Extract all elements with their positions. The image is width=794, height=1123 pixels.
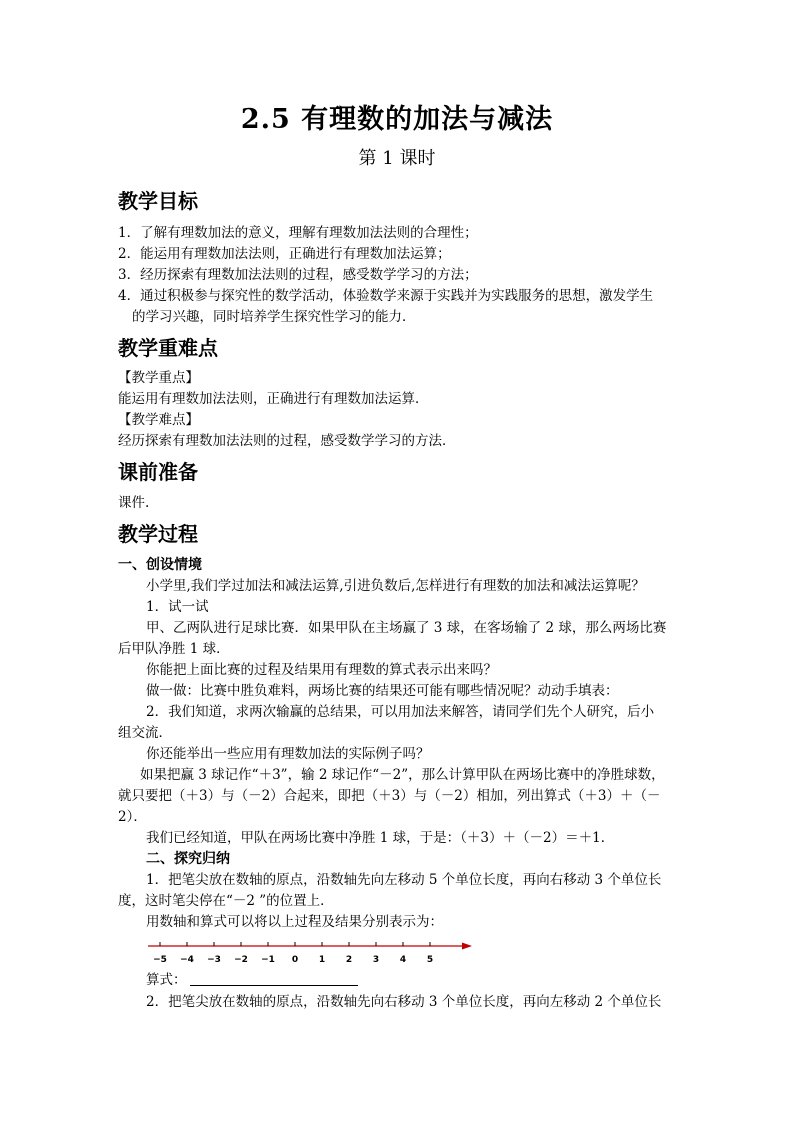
- objectives-heading: 教学目标: [118, 189, 198, 213]
- part1-heading: 一、创设情境: [118, 557, 202, 573]
- number-line-tick-label: −3: [207, 955, 221, 965]
- paragraph-line: 小学里,我们学过加法和减法运算,引进负数后,怎样进行有理数的加法和减法运算呢？: [146, 578, 645, 594]
- number-line-tick-label: 3: [372, 955, 380, 965]
- formula-blank: [190, 985, 358, 986]
- prep-heading: 课前准备: [118, 460, 198, 484]
- page-subtitle: 第 1 课时: [358, 148, 436, 169]
- number-line-arrow-icon: [462, 943, 472, 950]
- number-line-tick-label: −5: [153, 955, 167, 965]
- number-line-tick-label: 4: [399, 955, 407, 965]
- paragraph-line: 1．试一试: [146, 599, 209, 615]
- objective-item: 4．通过积极参与探究性的数学活动，体验数学来源于实践并为实践服务的思想，激发学生: [118, 288, 654, 304]
- paragraph-line: 甲、乙两队进行足球比赛．如果甲队在主场赢了 3 球，在客场输了 2 球，那么两场比赛: [146, 620, 667, 636]
- difficult-text: 经历探索有理数加法法则的过程，感受数学学习的方法．: [118, 433, 456, 449]
- number-line-tick-label: 1: [318, 955, 326, 965]
- paragraph-line: 2）．: [118, 809, 147, 825]
- prep-text: 课件.: [118, 495, 150, 511]
- number-line-tick-label: 2: [345, 955, 353, 965]
- paragraph-line: 做一做：比赛中胜负难料，两场比赛的结果还可能有哪些情况呢？动动手填表：: [146, 683, 619, 699]
- number-line-tick-label: 5: [426, 955, 434, 965]
- paragraph-line: 2．把笔尖放在数轴的原点，沿数轴先向右移动 3 个单位长度，再向左移动 2 个单位长: [146, 994, 662, 1010]
- keypoints-heading: 教学重难点: [118, 336, 218, 360]
- objective-item: 3．经历探索有理数加法法则的过程，感受数学学习的方法；: [118, 267, 478, 283]
- number-line-tick-label: −2: [234, 955, 248, 965]
- paragraph-line: 我们已经知道，甲队在两场比赛中净胜 1 球，于是：（＋3）＋（－2）＝＋1．: [146, 830, 615, 846]
- paragraph-line: 度，这时笔尖停在“－2 ”的位置上．: [118, 893, 334, 909]
- part2-heading: 二、探究归纳: [146, 851, 230, 867]
- process-heading: 教学过程: [118, 522, 198, 546]
- paragraph-line: 就只要把（＋3）与（－2）合起来，即把（＋3）与（－2）相加，列出算式（＋3）＋（－: [118, 788, 661, 804]
- number-line: [146, 938, 476, 970]
- paragraph-line: 1．把笔尖放在数轴的原点，沿数轴先向左移动 5 个单位长度，再向右移动 3 个单位长: [146, 872, 662, 888]
- key-label: 【教学重点】: [118, 370, 199, 386]
- number-line-tick-label: −1: [261, 955, 275, 965]
- paragraph-line: 组交流．: [118, 725, 172, 741]
- paragraph-line: 你还能举出一些应用有理数加法的实际例子吗？: [146, 746, 430, 762]
- page-title: 2.5 有理数的加法与减法: [240, 104, 554, 135]
- number-line-tick-label: −4: [180, 955, 194, 965]
- objective-item: 1．了解有理数加法的意义，理解有理数加法法则的合理性；: [118, 225, 478, 241]
- formula-label: 算式：: [146, 972, 187, 988]
- number-line-tick-label: 0: [291, 955, 299, 965]
- paragraph-line: 用数轴和算式可以将以上过程及结果分别表示为：: [146, 914, 443, 930]
- paragraph-line: 后甲队净胜 1 球．: [118, 641, 230, 657]
- paragraph-line: 2．我们知道，求两次输赢的总结果，可以用加法来解答，请同学们先个人研究，后小: [146, 704, 655, 720]
- paragraph-line: 如果把赢 3 球记作“＋3”，输 2 球记作“－2”，那么计算甲队在两场比赛中的净胜球数，: [140, 767, 665, 783]
- key-text: 能运用有理数加法法则，正确进行有理数加法运算．: [118, 391, 429, 407]
- paragraph-line: 你能把上面比赛的过程及结果用有理数的算式表示出来吗？: [146, 662, 497, 678]
- objective-item: 2．能运用有理数加法法则，正确进行有理数加法运算；: [118, 246, 451, 262]
- objective-item-continued: 的学习兴趣，同时培养学生探究性学习的能力．: [132, 309, 416, 325]
- difficult-label: 【教学难点】: [118, 412, 199, 428]
